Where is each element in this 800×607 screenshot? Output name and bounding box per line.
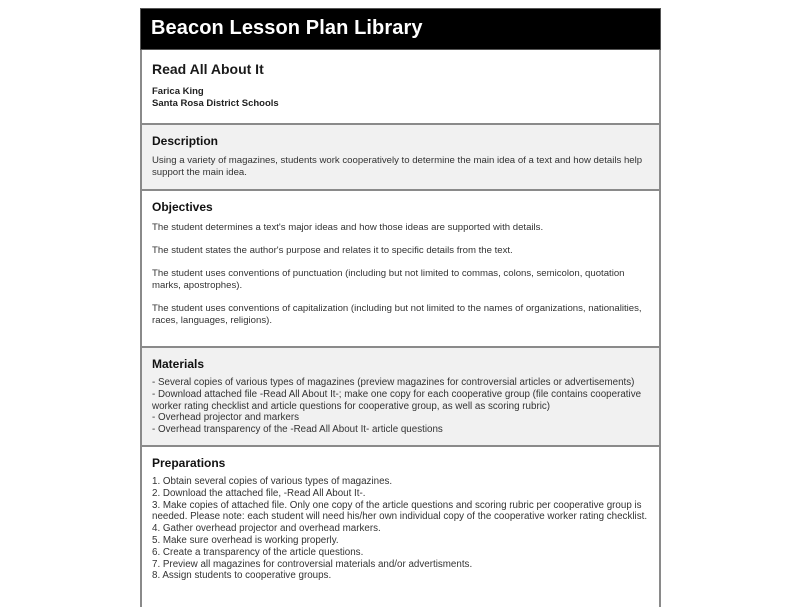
material-item: - Overhead projector and markers — [152, 412, 300, 424]
preparation-item: 4. Gather overhead projector and overhead markers. — [152, 523, 381, 535]
material-item: - Overhead transparency of the -Read All About It- article questions — [152, 424, 443, 436]
lesson-title-section — [140, 50, 661, 125]
materials-section — [140, 348, 661, 447]
preparations-section — [140, 447, 661, 607]
preparation-item: 6. Create a transparency of the article questions. — [152, 546, 364, 558]
author-name: Farica King — [152, 86, 204, 97]
objectives-heading: Objectives — [152, 200, 213, 214]
preparation-item: 3. Make copies of attached file. Only one copy of the article questions and scoring rubric per cooperative group is needed. Please note: each student will need his/her own individual copy of the cooperative worker rating checklist. — [152, 499, 648, 523]
lesson-title: Read All About It — [152, 61, 264, 77]
site-title: Beacon Lesson Plan Library — [151, 17, 423, 39]
preparation-item: 8. Assign students to cooperative groups. — [152, 570, 332, 582]
objectives-section — [140, 191, 661, 348]
preparation-item: 5. Make sure overhead is working properly. — [152, 534, 339, 546]
objective-item: The student uses conventions of punctuation (including but not limited to commas, colons, semicolon, quotation marks, apostrophes). — [152, 268, 625, 291]
material-item: - Download attached file -Read All About It-; make one copy for each cooperative group (file contains cooperative worker rating checklist and article questions for cooperative group, as well as scoring rubric) — [152, 388, 642, 412]
objective-item: The student states the author's purpose and relates it to specific details from the text. — [152, 245, 513, 256]
objective-item: The student determines a text's major ideas and how those ideas are supported with details. — [152, 222, 544, 233]
author-organization: Santa Rosa District Schools — [152, 98, 279, 109]
materials-heading: Materials — [152, 357, 205, 371]
objective-item: The student uses conventions of capitalization (including but not limited to the names of organizations, nationalities, races, languages, religions). — [152, 303, 642, 326]
preparation-item: 1. Obtain several copies of various types of magazines. — [152, 476, 393, 487]
lesson-page — [140, 8, 661, 607]
description-section — [140, 125, 661, 191]
site-header — [140, 8, 661, 50]
description-text: Using a variety of magazines, students work cooperatively to determine the main idea of a text and how details help support the main idea. — [152, 155, 643, 178]
material-item: - Several copies of various types of magazines (preview magazines for controversial articles or advertisements) — [152, 377, 635, 388]
preparations-heading: Preparations — [152, 456, 226, 470]
description-heading: Description — [152, 134, 219, 148]
preparation-item: 7. Preview all magazines for controversial materials and/or advertisments. — [152, 558, 473, 570]
preparation-item: 2. Download the attached file, -Read All About It-. — [152, 487, 366, 499]
